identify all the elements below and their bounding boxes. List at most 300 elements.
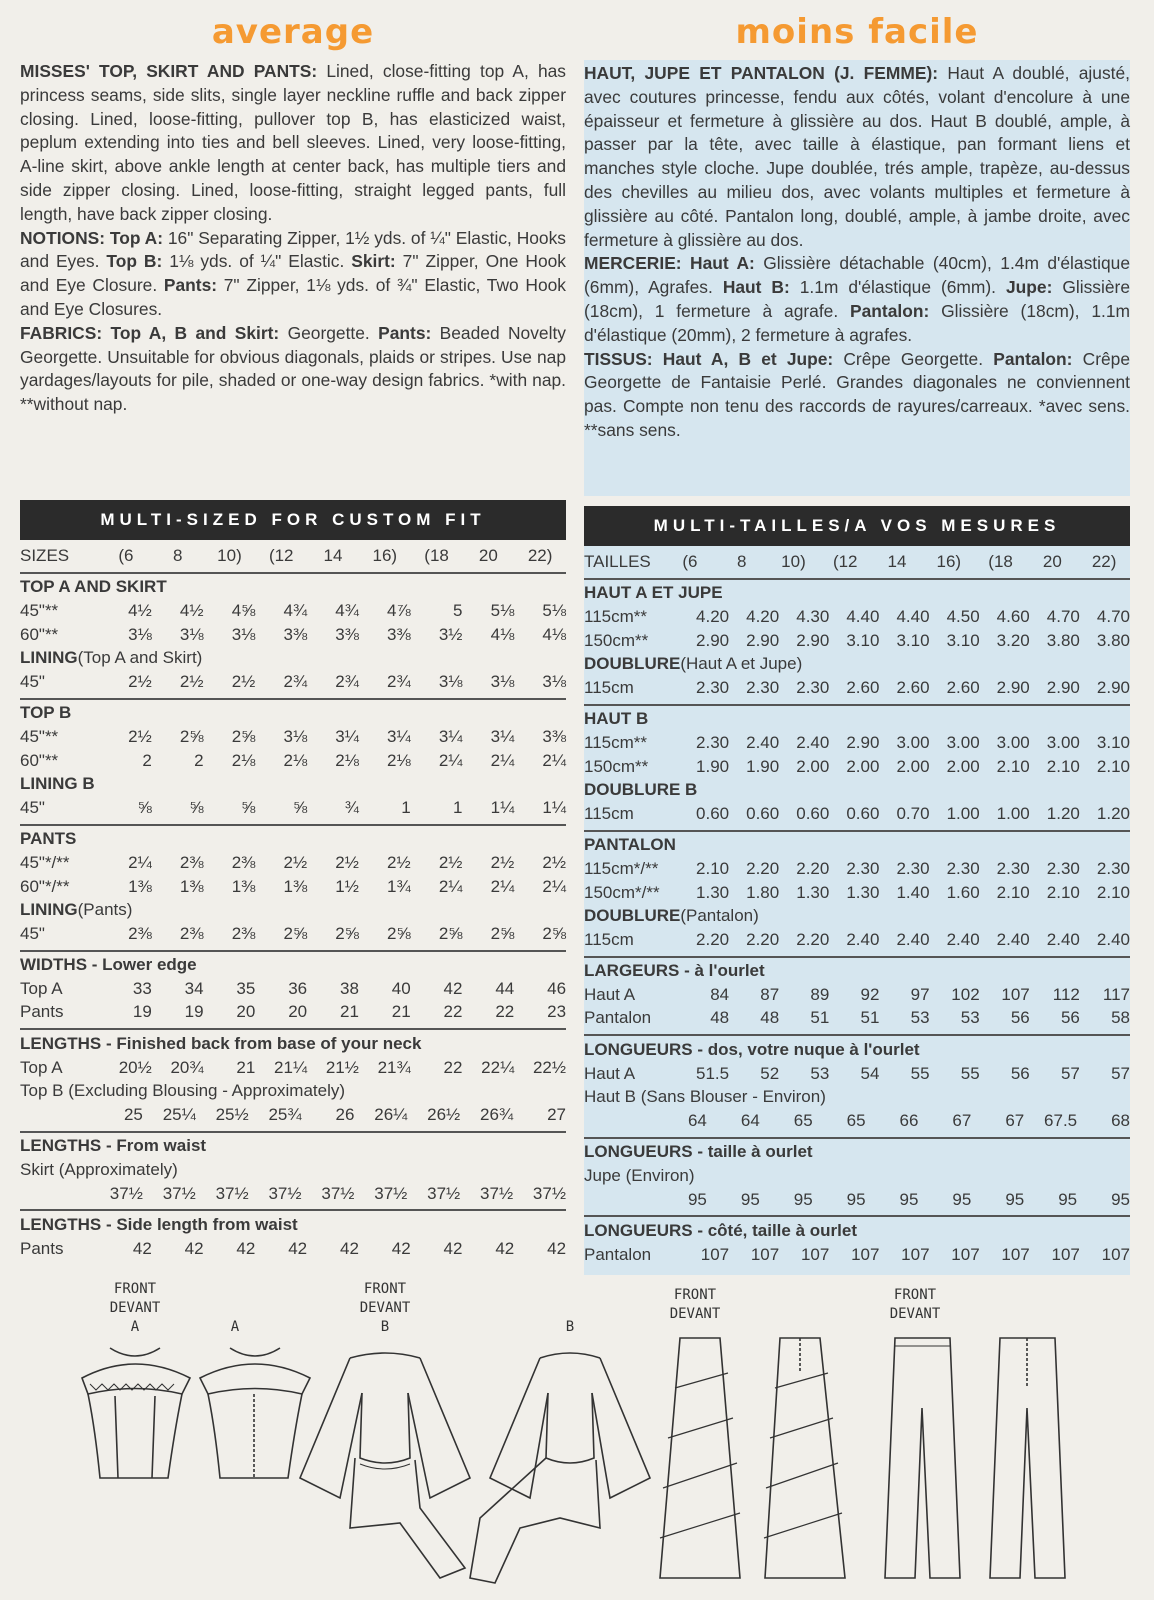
table-cell: 21½ <box>325 1057 359 1077</box>
table-cell: 97 <box>910 984 930 1004</box>
body-text: Glissière (18cm), 1 fermeture à agrafe. <box>584 277 1131 321</box>
table-cell: 1 <box>401 797 411 817</box>
table-cell: 22 <box>443 1002 463 1022</box>
table-cell: 35 <box>236 978 256 998</box>
table-cell: 2.00 <box>946 756 980 776</box>
row-values <box>654 1190 1130 1210</box>
table-cell: 4⅛ <box>490 624 515 644</box>
table-cell: 107 <box>1001 984 1030 1004</box>
row-label: 60"** <box>20 624 59 644</box>
table-cell: 1¼ <box>490 797 515 817</box>
row-values <box>679 678 1130 698</box>
section-header: LARGEURS - à l'ourlet <box>584 961 765 981</box>
table-cell: (12 <box>832 551 858 571</box>
table-cell: 56 <box>1060 1008 1080 1028</box>
table-cell: 4.20 <box>746 606 780 626</box>
table-cell: 3.00 <box>946 732 980 752</box>
table-cell: 4.50 <box>946 606 980 626</box>
bold-term: MISSES' TOP, SKIRT AND PANTS: <box>20 61 318 81</box>
table-row <box>20 977 566 1001</box>
table-cell: 2.30 <box>846 858 880 878</box>
section-header: LINING B <box>20 774 95 794</box>
table-row <box>20 898 566 922</box>
row-values <box>679 1008 1130 1028</box>
table-cell: 16) <box>372 545 398 565</box>
table-cell: 2 <box>194 750 204 770</box>
table-cell: 37½ <box>109 1183 143 1203</box>
row-values <box>654 1111 1130 1131</box>
table-cell: 2¾ <box>335 671 359 691</box>
table-cell: 1.20 <box>1096 803 1130 823</box>
bold-term: HAUT, JUPE ET PANTALON (J. FEMME): <box>584 63 939 83</box>
table-cell: 26¼ <box>374 1104 408 1124</box>
table-cell: 4½ <box>179 600 204 620</box>
table-row <box>20 623 566 647</box>
table-cell: 1⅜ <box>128 876 152 896</box>
table-cell: 55 <box>910 1063 930 1083</box>
row-label: Pantalon <box>584 1244 652 1264</box>
table-cell: 84 <box>710 984 730 1004</box>
drawing-label-line: FRONT <box>113 1281 157 1297</box>
table-cell: 4½ <box>128 600 152 620</box>
section-header: PANTS <box>20 829 77 849</box>
table-cell: 2.00 <box>846 756 880 776</box>
table-cell: 37½ <box>268 1183 302 1203</box>
table-cell: 67.5 <box>1044 1110 1078 1130</box>
table-cell: 67 <box>1005 1110 1025 1130</box>
table-cell: 51.5 <box>696 1063 730 1083</box>
row-label: Haut B (Sans Blouser - Environ) <box>584 1087 826 1107</box>
table-row <box>584 1109 1130 1133</box>
table-cell: 1 <box>453 797 463 817</box>
table-cell: 1¼ <box>542 797 567 817</box>
table-cell: 1.20 <box>1046 803 1080 823</box>
table-cell: 20 <box>288 1002 308 1022</box>
row-label: 45" <box>20 671 45 691</box>
table-cell: 2½ <box>128 671 152 691</box>
table-cell: 2.60 <box>846 677 880 697</box>
table-row <box>20 1103 566 1127</box>
table-cell: 26½ <box>427 1104 461 1124</box>
table-group <box>20 700 566 826</box>
table-cell: 64 <box>687 1110 707 1130</box>
table-cell: 21 <box>339 1002 359 1022</box>
table-cell: 16) <box>936 551 962 571</box>
table-cell: 64 <box>740 1110 760 1130</box>
table-row <box>584 1188 1130 1212</box>
table-cell: 36 <box>288 978 308 998</box>
table-cell: 25¾ <box>268 1104 302 1124</box>
table-cell: 2.00 <box>796 756 830 776</box>
skirt-back-sketch <box>764 1338 845 1578</box>
table-cell: 2⅝ <box>179 726 204 746</box>
table-title-bar: MULTI-SIZED FOR CUSTOM FIT <box>20 500 566 540</box>
row-label: Jupe (Environ) <box>584 1166 695 1186</box>
table-cell: 42 <box>443 1238 463 1258</box>
table-cell: 3⅛ <box>128 624 152 644</box>
drawing-label-line: FRONT <box>893 1287 937 1303</box>
table-cell: 107 <box>700 1244 730 1264</box>
table-cell: 67 <box>952 1110 972 1130</box>
row-label: Top A <box>20 1057 63 1077</box>
bold-term: NOTIONS: Top A: <box>20 227 163 248</box>
table-row <box>584 1007 1130 1031</box>
table-cell: 95 <box>793 1189 813 1209</box>
section-header: LONGUEURS - taille à ourlet <box>584 1142 813 1162</box>
table-cell: 95 <box>1111 1189 1131 1209</box>
table-cell: 3⅜ <box>283 624 308 644</box>
table-row <box>584 1141 1130 1165</box>
table-cell: 25¼ <box>162 1104 196 1124</box>
table-cell: 4.20 <box>696 606 730 626</box>
table-cell: 2.10 <box>696 858 730 878</box>
table-row <box>20 1158 566 1182</box>
table-cell: 2.30 <box>696 732 730 752</box>
table-cell: 2.90 <box>696 630 730 650</box>
row-values <box>100 877 566 897</box>
table-row <box>584 755 1130 779</box>
table-cell: 2.40 <box>746 732 780 752</box>
section-header: LENGTHS - Finished back from base of your neck <box>20 1034 422 1054</box>
table-group <box>20 1133 566 1212</box>
description-paragraph <box>20 227 566 322</box>
table-cell: 2⅝ <box>283 923 308 943</box>
table-cell: 5⅛ <box>490 600 515 620</box>
table-cell: 2¾ <box>387 671 411 691</box>
table-cell: 4.40 <box>846 606 880 626</box>
english-column <box>20 10 566 1269</box>
table-cell: (18 <box>424 545 449 565</box>
table-group <box>584 548 1130 580</box>
table-row <box>20 828 566 852</box>
row-values <box>679 733 1130 753</box>
table-cell: 2.10 <box>1046 756 1080 776</box>
table-cell: 107 <box>1101 1244 1130 1264</box>
yardage-table <box>584 546 1130 1275</box>
row-label: SIZES <box>20 545 70 565</box>
table-cell: 1.30 <box>696 882 730 902</box>
table-row <box>20 1213 566 1237</box>
table-cell: 3.10 <box>1096 732 1130 752</box>
section-header: DOUBLURE B <box>584 780 698 800</box>
table-cell: 37½ <box>162 1183 196 1203</box>
section-header: HAUT A ET JUPE <box>584 583 723 603</box>
table-cell: 10) <box>217 545 242 565</box>
table-cell: 19 <box>132 1002 152 1022</box>
row-label: 115cm <box>584 677 634 697</box>
table-cell: 2⅜ <box>179 852 204 872</box>
table-cell: 48 <box>760 1008 780 1028</box>
table-row <box>584 1219 1130 1243</box>
table-cell: 3⅛ <box>283 726 308 746</box>
table-cell: 1.00 <box>946 803 980 823</box>
table-cell: 44 <box>495 978 515 998</box>
table-row <box>20 1079 566 1103</box>
top-a-back-sketch <box>200 1348 310 1478</box>
table-cell: 4⅞ <box>387 600 411 620</box>
table-cell: 20 <box>478 545 498 565</box>
table-cell: 2½ <box>179 671 204 691</box>
table-cell: 10) <box>781 551 806 571</box>
bold-term: Haut B: <box>722 277 790 298</box>
table-cell: 2¼ <box>438 750 463 770</box>
table-cell: 57 <box>1060 1063 1080 1083</box>
difficulty-level: average <box>211 12 375 52</box>
bold-term: TISSUS: Haut A, B et Jupe: <box>584 348 834 369</box>
section-header: DOUBLURE <box>584 654 681 674</box>
row-values <box>679 1064 1130 1084</box>
table-cell: ⅝ <box>189 797 204 817</box>
table-cell: 2¾ <box>283 671 308 691</box>
table-cell: 2.10 <box>1096 756 1130 776</box>
bold-term: Pants: <box>378 322 432 343</box>
table-cell: 102 <box>951 984 980 1004</box>
table-cell: (18 <box>988 551 1013 571</box>
row-values <box>100 625 566 645</box>
pants-back-sketch <box>990 1338 1065 1578</box>
table-row <box>584 778 1130 802</box>
bold-term: FABRICS: Top A, B and Skirt: <box>20 322 280 343</box>
table-group <box>584 1139 1130 1218</box>
table-row <box>584 629 1130 653</box>
row-label: 115cm** <box>584 606 647 626</box>
table-row <box>20 772 566 796</box>
top-a-front-sketch <box>82 1348 190 1478</box>
table-cell: 3.10 <box>846 630 880 650</box>
table-cell: 26 <box>335 1104 355 1124</box>
row-values <box>100 853 566 873</box>
table-cell: 1.60 <box>946 882 980 902</box>
table-cell: 42 <box>443 978 463 998</box>
section-header: LINING <box>20 900 78 920</box>
table-cell: 3⅛ <box>490 671 515 691</box>
row-values <box>100 727 566 747</box>
section-header: LENGTHS - Side length from waist <box>20 1215 298 1235</box>
table-cell: 95 <box>899 1189 919 1209</box>
table-cell: 22½ <box>532 1057 567 1077</box>
table-cell: 2⅜ <box>231 923 256 943</box>
table-cell: 2.40 <box>846 929 880 949</box>
table-group <box>584 1036 1130 1138</box>
garment-drawings <box>0 1278 1154 1600</box>
row-values <box>679 930 1130 950</box>
bold-term: MERCERIE: Haut A: <box>584 253 755 274</box>
table-cell: 1⅜ <box>231 876 256 896</box>
table-row <box>20 725 566 749</box>
row-label: 150cm** <box>584 630 649 650</box>
table-cell: 107 <box>1001 1244 1030 1264</box>
table-row <box>584 1164 1130 1188</box>
table-cell: 3.80 <box>1046 630 1080 650</box>
row-values <box>90 1105 566 1125</box>
table-cell: 107 <box>901 1244 930 1264</box>
table-cell: 3.20 <box>996 630 1030 650</box>
description-paragraph <box>584 252 1130 347</box>
table-cell: 2⅝ <box>490 923 515 943</box>
table-cell: 3⅛ <box>231 624 256 644</box>
body-text: Glissière détachable (40cm), 1.4m d'élastique (6mm), Agrafes. <box>584 253 1130 298</box>
table-cell: 19 <box>184 1002 204 1022</box>
table-row <box>20 1056 566 1080</box>
table-cell: 2.90 <box>1096 677 1130 697</box>
table-cell: 3⅛ <box>438 671 463 691</box>
table-cell: 40 <box>391 978 411 998</box>
drawing-label-line: B <box>565 1319 575 1335</box>
table-cell: ⅝ <box>137 797 152 817</box>
drawing-label-line: FRONT <box>363 1281 407 1297</box>
body-text: Lined, close-fitting top A, has princess seams, side slits, single layer neckline ruffle and back zipper closing. Lined, loose-fitting, pullover top B, has elasticized waist, peplum extending into ties and bell sleeves. Lined, very loose-fitting, A-line skirt, above ankle length at center back, has multiple tiers and side zipper closing. Lined, loose-fitting, straight legged pants, full length, have back zipper closing. <box>20 61 566 224</box>
drawing-label-line: B <box>380 1319 390 1335</box>
table-row <box>20 599 566 623</box>
table-cell: 22 <box>495 1002 515 1022</box>
table-cell: 25 <box>123 1104 143 1124</box>
body-text: Haut A doublé, ajusté, avec coutures princesse, fendu aux côtés, volant d'encolure à une épaisseur et fermeture à glissière au dos. Haut B doublé, ample, à passer par la tête, avec taille à élastique, pan formant liens et manches style cloche. Jupe doublée, trés ample, trapèze, au-dessus des chevilles au milieu dos, avec volants multiples et fermeture à glissière au côté. Pantalon long, doublé, ample, à jambe droite, avec fermeture à glissière au dos. <box>584 63 1130 250</box>
table-row <box>584 1062 1130 1086</box>
table-cell: 27 <box>547 1104 567 1124</box>
section-header: TOP A AND SKIRT <box>20 577 167 597</box>
section-header-note: (Top A and Skirt) <box>77 648 203 668</box>
table-row <box>20 851 566 875</box>
table-cell: 95 <box>740 1189 760 1209</box>
row-label: Pants <box>20 1002 64 1022</box>
table-cell: 107 <box>800 1244 830 1264</box>
table-cell: 3¼ <box>387 726 411 746</box>
table-row <box>584 708 1130 732</box>
table-cell: 42 <box>547 1238 567 1258</box>
table-row <box>584 731 1130 755</box>
table-cell: 3⅜ <box>387 624 411 644</box>
table-cell: 3⅛ <box>542 671 567 691</box>
table-row <box>584 676 1130 700</box>
table-cell: 3.00 <box>1046 732 1080 752</box>
row-values <box>679 859 1130 879</box>
table-cell: 2¼ <box>490 876 515 896</box>
table-cell: 1.30 <box>846 882 880 902</box>
table-row <box>584 582 1130 606</box>
table-cell: 21 <box>236 1057 256 1077</box>
table-cell: 8 <box>736 551 747 571</box>
table-cell: 95 <box>952 1189 972 1209</box>
table-cell: 0.60 <box>746 803 780 823</box>
table-cell: 2.30 <box>796 677 830 697</box>
drawing-label-line: DEVANT <box>669 1306 721 1322</box>
row-values <box>679 757 1130 777</box>
table-cell: 2⅝ <box>387 923 411 943</box>
table-row <box>584 983 1130 1007</box>
drawing-label-line: FRONT <box>673 1287 717 1303</box>
table-cell: 107 <box>851 1244 880 1264</box>
table-cell: 42 <box>391 1238 411 1258</box>
table-cell: 14 <box>887 551 907 571</box>
row-values <box>100 601 566 621</box>
section-header: TOP B <box>20 703 72 723</box>
table-cell: 2.60 <box>896 677 930 697</box>
section-header: PANTALON <box>584 835 676 855</box>
row-values <box>679 985 1130 1005</box>
drawing-label-line: DEVANT <box>109 1300 161 1316</box>
table-group <box>584 1217 1130 1270</box>
table-row <box>584 605 1130 629</box>
table-cell: 4¾ <box>335 600 359 620</box>
table-group <box>584 706 1130 832</box>
description-text <box>584 60 1130 496</box>
table-cell: 21 <box>391 1002 411 1022</box>
table-row <box>20 576 566 600</box>
description-paragraph <box>20 60 566 227</box>
table-cell: 2 <box>142 750 152 770</box>
table-cell: 2½ <box>490 852 515 872</box>
table-cell: 0.60 <box>846 803 880 823</box>
table-cell: ¾ <box>344 797 359 817</box>
table-row <box>584 652 1130 676</box>
table-cell: 37½ <box>427 1183 461 1203</box>
row-label: 150cm*/** <box>584 882 660 902</box>
table-cell: 26¾ <box>480 1104 514 1124</box>
bold-term: Pants: <box>163 275 218 296</box>
table-cell: (6 <box>682 551 698 571</box>
table-cell: 51 <box>860 1008 880 1028</box>
table-cell: 68 <box>1111 1110 1131 1130</box>
body-text: Crêpe Georgette. <box>833 348 994 369</box>
body-text: 16" Separating Zipper, 1½ yds. of ¼" Elastic, Hooks and Eyes. <box>20 227 566 272</box>
table-cell: 37½ <box>215 1183 249 1203</box>
table-cell: 2.40 <box>946 929 980 949</box>
row-label: 60"*/** <box>20 876 70 896</box>
row-values <box>664 552 1130 572</box>
row-label: Top A <box>20 978 63 998</box>
bold-term: Skirt: <box>351 251 396 272</box>
size-header-row <box>20 544 566 568</box>
section-header: LONGUEURS - dos, votre nuque à l'ourlet <box>584 1040 920 1060</box>
drawing-label-line: DEVANT <box>889 1306 941 1322</box>
table-cell: 3.00 <box>996 732 1030 752</box>
table-row <box>584 960 1130 984</box>
row-label: Pantalon <box>584 1008 652 1028</box>
table-cell: 22¼ <box>481 1057 515 1077</box>
table-cell: 0.60 <box>696 803 730 823</box>
section-header-note: (Pantalon) <box>680 906 759 926</box>
table-cell: 107 <box>750 1244 780 1264</box>
section-header-note: (Pants) <box>77 900 133 920</box>
table-cell: 37½ <box>321 1183 355 1203</box>
table-cell: 2¼ <box>542 876 567 896</box>
row-values <box>679 631 1130 651</box>
table-cell: 2.90 <box>1046 677 1080 697</box>
table-cell: 3⅛ <box>179 624 204 644</box>
table-row <box>584 1038 1130 1062</box>
table-group <box>584 832 1130 958</box>
drawing-label-line: A <box>130 1319 140 1335</box>
description-paragraph <box>20 322 566 417</box>
bold-term: Pantalon: <box>993 348 1073 369</box>
table-cell: 2.00 <box>896 756 930 776</box>
table-cell: 4.70 <box>1046 606 1080 626</box>
row-label: 45"** <box>20 600 59 620</box>
row-label: 115cm** <box>584 732 647 752</box>
row-label: 150cm** <box>584 756 649 776</box>
table-cell: 2½ <box>283 852 308 872</box>
table-cell: 3¼ <box>490 726 515 746</box>
table-cell: 2.30 <box>946 858 980 878</box>
table-cell: 53 <box>960 1008 980 1028</box>
table-cell: 0.70 <box>896 803 930 823</box>
table-cell: 117 <box>1102 984 1130 1004</box>
skirt-front-sketch <box>660 1338 740 1578</box>
table-cell: 34 <box>184 978 204 998</box>
row-label: Pants <box>20 1238 64 1258</box>
row-values <box>100 1002 566 1022</box>
table-cell: 52 <box>760 1063 780 1083</box>
